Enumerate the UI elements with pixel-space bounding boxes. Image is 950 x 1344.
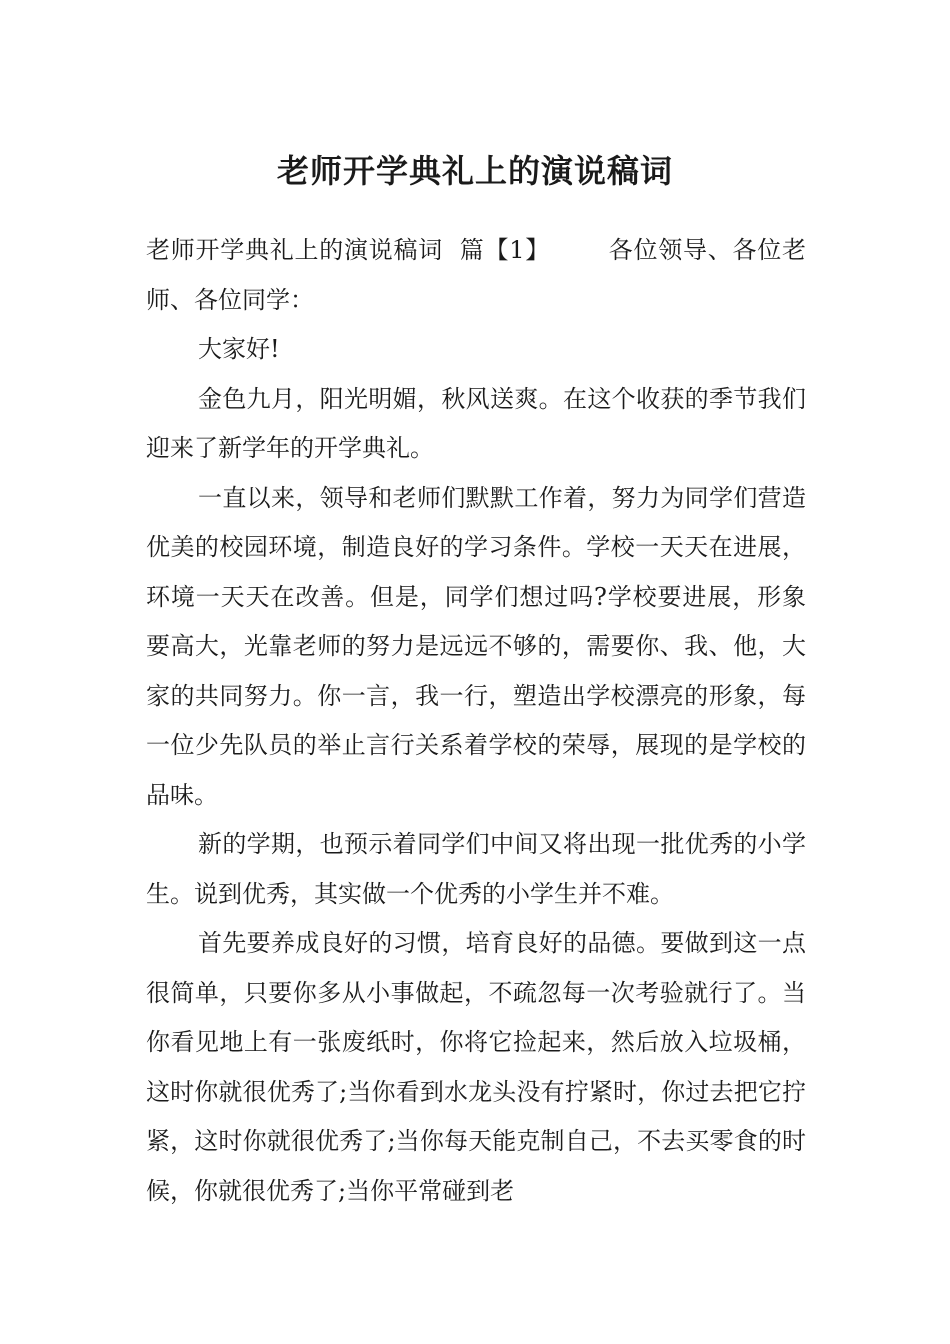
document-title: 老师开学典礼上的演说稿词 — [276, 152, 673, 191]
intro-part-label: 篇【1】 — [458, 236, 550, 264]
body-paragraph: 金色九月，阳光明媚，秋风送爽。在这个收获的季节我们迎来了新学年的开学典礼。 — [146, 384, 806, 462]
body-paragraph: 大家好! — [198, 335, 280, 363]
document-body — [146, 226, 806, 1216]
intro-heading: 老师开学典礼上的演说稿词 — [146, 236, 443, 264]
body-paragraph: 新的学期，也预示着同学们中间又将出现一批优秀的小学生。说到优秀，其实做一个优秀的小学生并不难。 — [146, 830, 806, 908]
body-paragraph: 一直以来，领导和老师们默默工作着，努力为同学们营造优美的校园环境，制造良好的学习条件。学校一天天在进展，环境一天天在改善。但是，同学们想过吗?学校要进展，形象要高大，光靠老师的努力是远远不够的，需要你、我、他，大家的共同努力。你一言，我一行，塑造出学校漂亮的形象，每一位少先队员的举止言行关系着学校的荣辱，展现的是学校的品味。 — [146, 483, 806, 809]
intro-salutation: 各位领导、各位老师、各位同学： — [146, 236, 806, 314]
intro-paragraph — [146, 226, 806, 325]
body-paragraph: 首先要养成良好的习惯，培育良好的品德。要做到这一点很简单，只要你多从小事做起，不疏忽每一次考验就行了。当你看见地上有一张废纸时，你将它捡起来，然后放入垃圾桶，这时你就很优秀了;当你看到水龙头没有拧紧时，你过去把它拧紧，这时你就很优秀了;当你每天能克制自己，不去买零食的时候，你就很优秀了;当你平常碰到老 — [146, 929, 806, 1205]
